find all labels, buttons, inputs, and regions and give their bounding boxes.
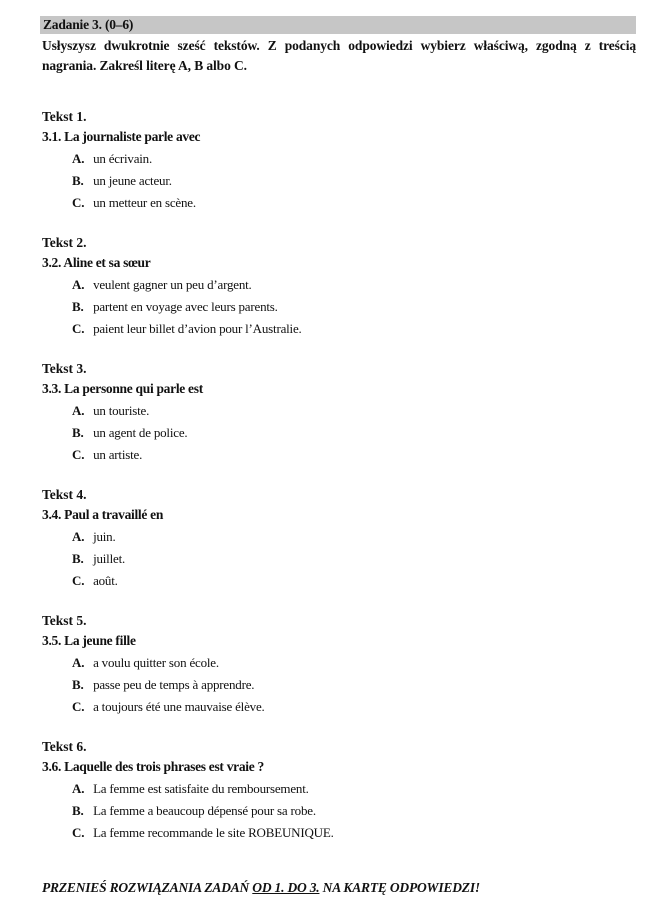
task-title: Zadanie 3. (0–6) <box>43 17 134 32</box>
option-letter: B. <box>72 551 84 566</box>
option-letter: C. <box>72 447 85 462</box>
option-3-6-a[interactable] <box>72 780 309 798</box>
text-label-5: Tekst 5. <box>42 613 87 628</box>
question-3-6: 3.6. Laquelle des trois phrases est vraie ? <box>42 759 264 774</box>
option-3-6-b[interactable] <box>72 802 316 820</box>
option-text: juin. <box>93 529 116 544</box>
question-3-4: 3.4. Paul a travaillé en <box>42 507 164 522</box>
option-3-4-c[interactable] <box>72 572 118 590</box>
text-label-6: Tekst 6. <box>42 739 87 754</box>
option-text: un jeune acteur. <box>93 173 172 188</box>
option-3-2-c[interactable] <box>72 320 302 338</box>
task-header-bar <box>40 16 636 34</box>
option-text: passe peu de temps à apprendre. <box>93 677 255 692</box>
option-text: partent en voyage avec leurs parents. <box>93 299 278 314</box>
option-letter: A. <box>72 655 85 670</box>
option-letter: A. <box>72 781 85 796</box>
task-instruction: Usłyszysz dwukrotnie sześć tekstów. Z podanych odpowiedzi wybierz właściwą, zgodną z treścią nagrania. Zakreśl literę A, B albo C. <box>42 38 636 73</box>
question-3-1: 3.1. La journaliste parle avec <box>42 129 201 144</box>
option-text: La femme a beaucoup dépensé pour sa robe. <box>93 803 316 818</box>
option-3-1-a[interactable] <box>72 150 152 168</box>
text-label-2: Tekst 2. <box>42 235 87 250</box>
option-letter: B. <box>72 299 84 314</box>
option-text: La femme recommande le site ROBEUNIQUE. <box>93 825 334 840</box>
option-text: un artiste. <box>93 447 143 462</box>
option-letter: A. <box>72 403 85 418</box>
option-3-5-b[interactable] <box>72 676 254 694</box>
option-letter: C. <box>72 699 85 714</box>
option-letter: B. <box>72 803 84 818</box>
option-letter: A. <box>72 277 85 292</box>
option-text: La femme est satisfaite du remboursement. <box>93 781 309 796</box>
question-3-3: 3.3. La personne qui parle est <box>42 381 203 396</box>
option-letter: C. <box>72 195 85 210</box>
question-3-2: 3.2. Aline et sa sœur <box>42 255 151 270</box>
option-letter: B. <box>72 173 84 188</box>
text-label-4: Tekst 4. <box>42 487 87 502</box>
option-3-2-a[interactable] <box>72 276 252 294</box>
option-3-1-c[interactable] <box>72 194 196 212</box>
option-3-3-b[interactable] <box>72 424 187 442</box>
option-letter: B. <box>72 425 84 440</box>
option-letter: A. <box>72 151 85 166</box>
option-text: un touriste. <box>93 403 150 418</box>
option-3-2-b[interactable] <box>72 298 278 316</box>
option-text: juillet. <box>93 551 126 566</box>
option-3-4-a[interactable] <box>72 528 116 546</box>
option-3-1-b[interactable] <box>72 172 172 190</box>
option-3-5-a[interactable] <box>72 654 219 672</box>
footer-part-2: NA KARTĘ ODPOWIEDZI! <box>319 880 480 895</box>
option-text: a toujours été une mauvaise élève. <box>93 699 265 714</box>
option-3-5-c[interactable] <box>72 698 265 716</box>
option-3-3-c[interactable] <box>72 446 142 464</box>
option-text: un agent de police. <box>93 425 188 440</box>
transfer-answers-note <box>42 879 632 897</box>
option-3-4-b[interactable] <box>72 550 125 568</box>
option-letter: C. <box>72 321 85 336</box>
option-text: veulent gagner un peu d’argent. <box>93 277 252 292</box>
option-3-3-a[interactable] <box>72 402 149 420</box>
option-text: un metteur en scène. <box>93 195 196 210</box>
option-letter: B. <box>72 677 84 692</box>
option-text: paient leur billet d’avion pour l’Australie. <box>93 321 302 336</box>
question-3-5: 3.5. La jeune fille <box>42 633 136 648</box>
footer-part-1: PRZENIEŚ ROZWIĄZANIA ZADAŃ <box>42 880 253 895</box>
text-label-1: Tekst 1. <box>42 109 87 124</box>
option-text: un écrivain. <box>93 151 153 166</box>
footer-underlined-range: OD 1. DO 3. <box>252 880 320 895</box>
option-3-6-c[interactable] <box>72 824 334 842</box>
option-text: août. <box>93 573 118 588</box>
option-text: a voulu quitter son école. <box>93 655 219 670</box>
option-letter: C. <box>72 573 85 588</box>
option-letter: A. <box>72 529 85 544</box>
option-letter: C. <box>72 825 85 840</box>
text-label-3: Tekst 3. <box>42 361 87 376</box>
